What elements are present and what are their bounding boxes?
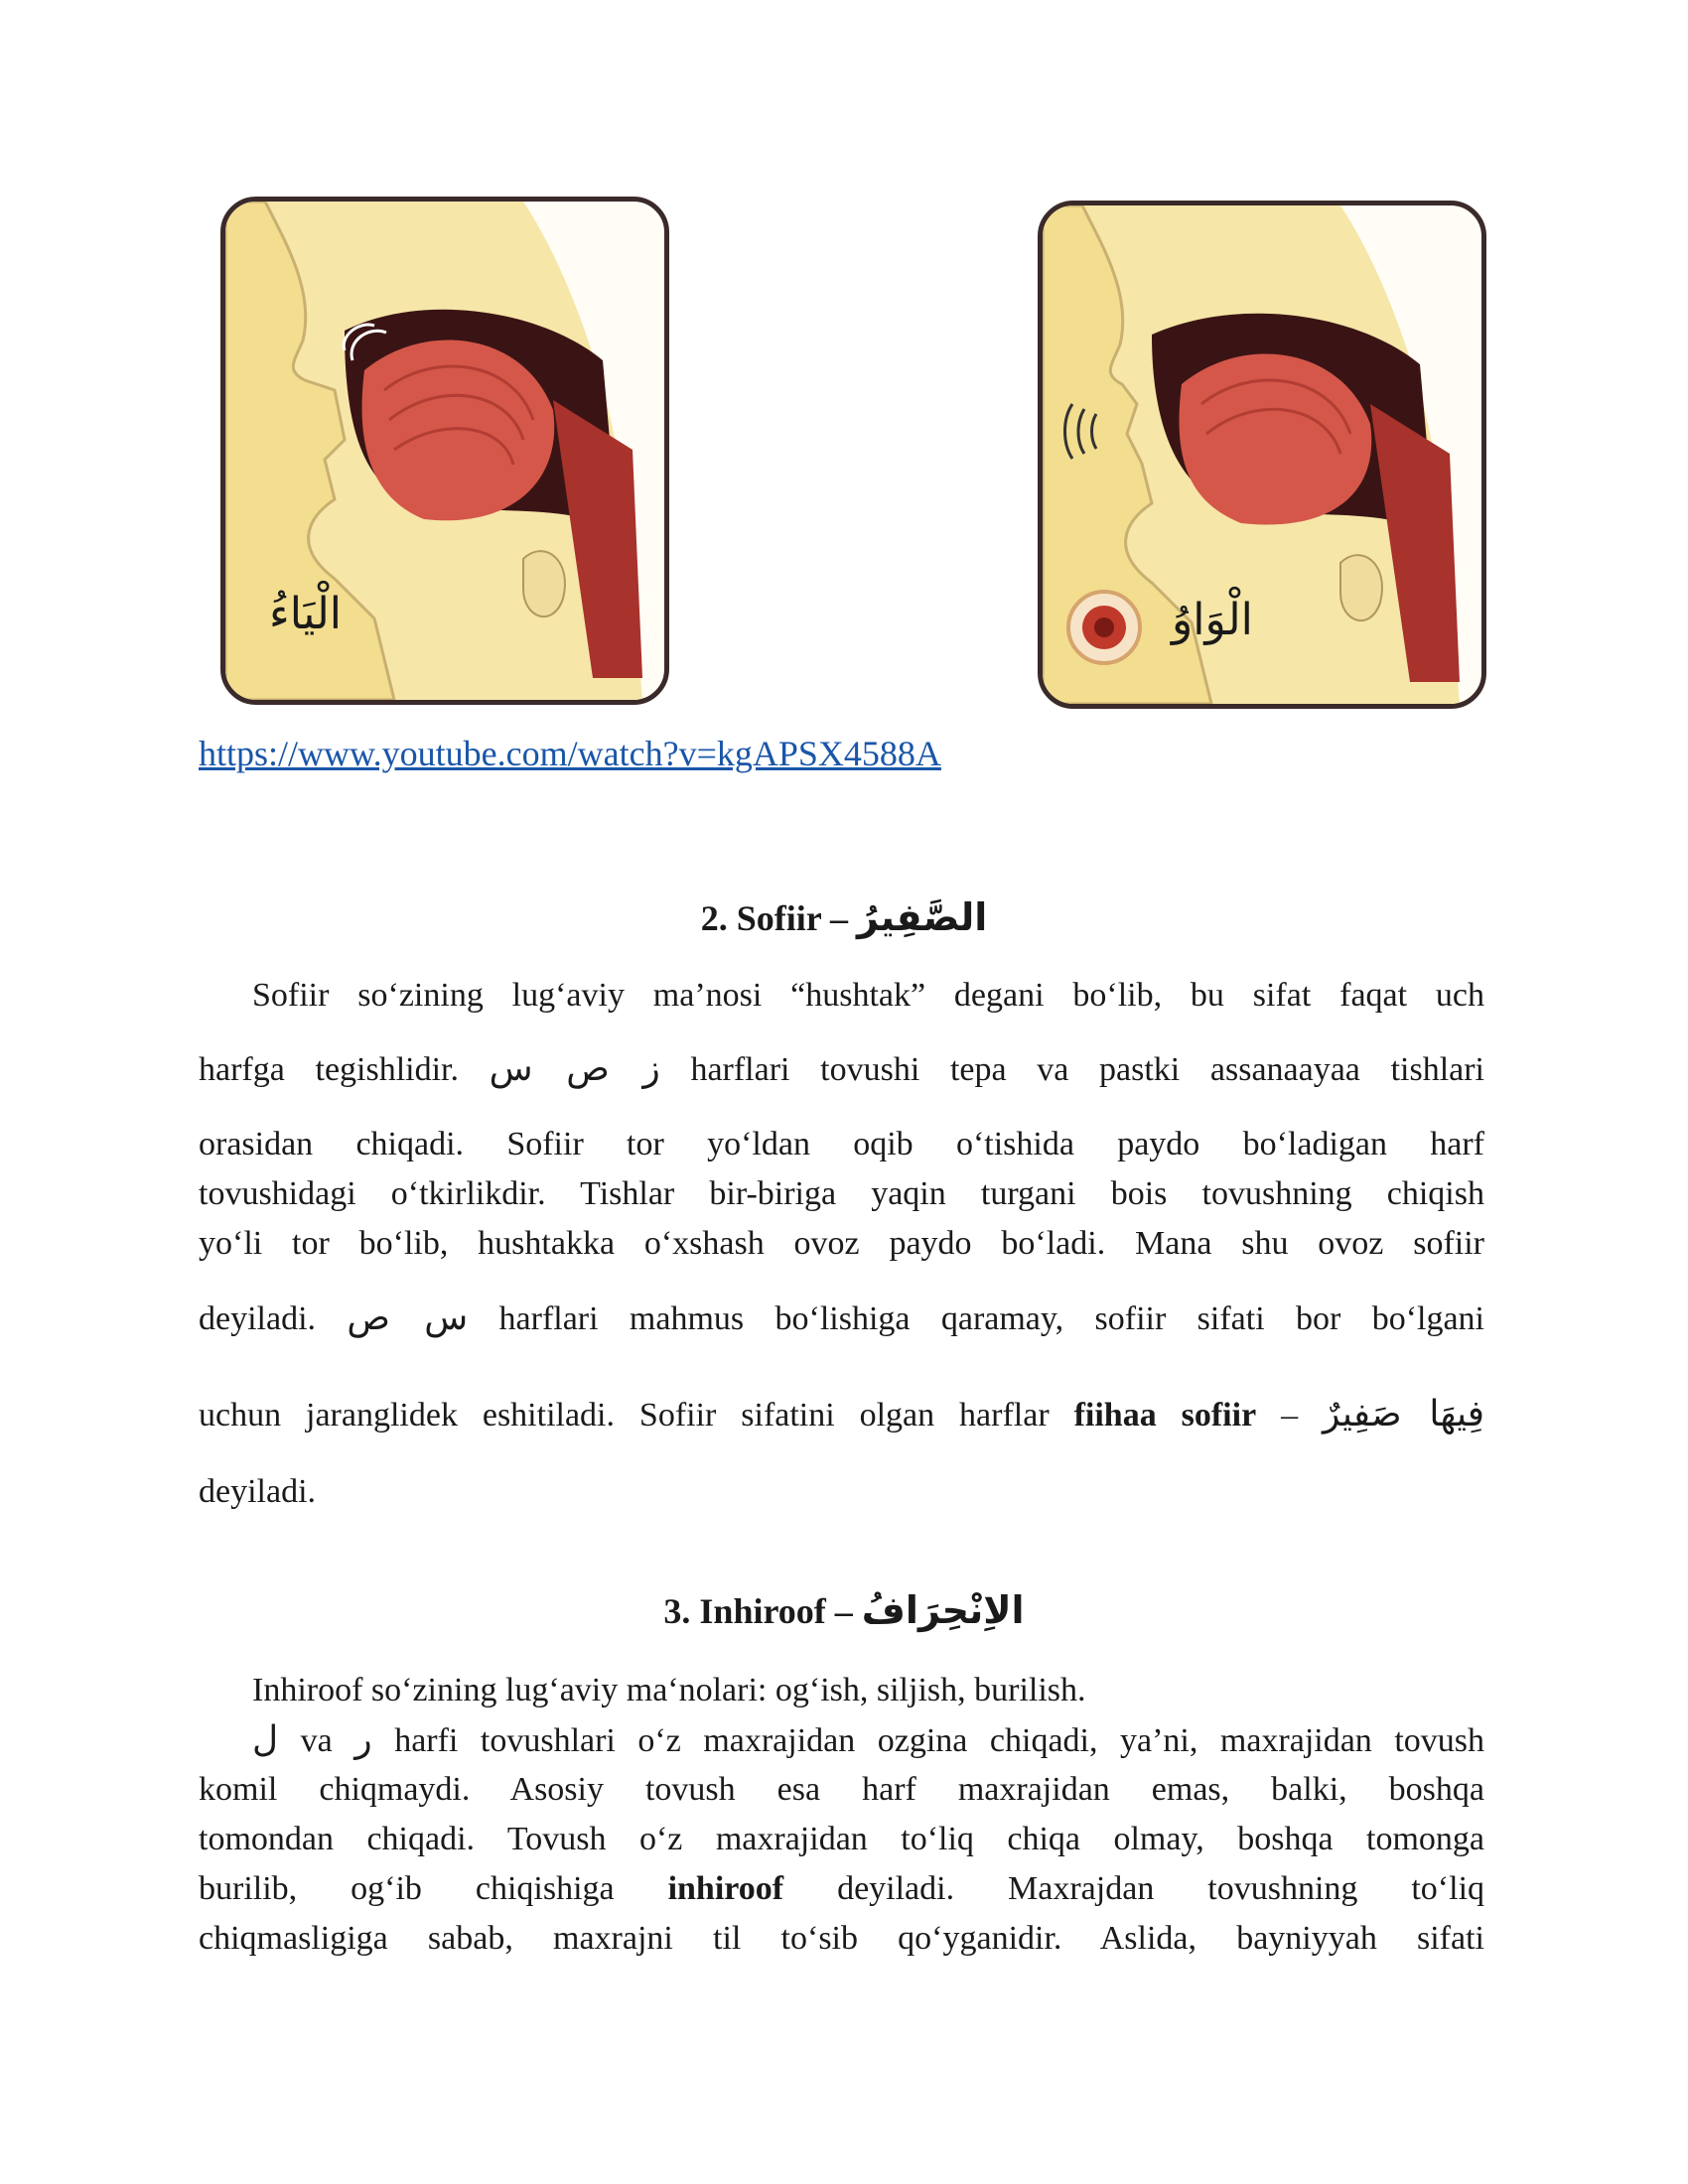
paragraph-line: orasidan chiqadi. Sofiir tor yo‘ldan oqib o‘tishida paydo bo‘ladigan harf xyxy=(199,1126,1484,1162)
paragraph-line: yo‘li tor bo‘lib, hushtakka o‘xshash ovoz paydo bo‘ladi. Mana shu ovoz sofiir xyxy=(199,1225,1484,1262)
paragraph-line xyxy=(252,1720,1484,1761)
paragraph-line: chiqmasligiga sabab, maxrajni til to‘sib qo‘yganidir. Aslida, bayniyyah sifati xyxy=(199,1920,1484,1957)
youtube-link[interactable]: https://www.youtube.com/watch?v=kgAPSX4588A xyxy=(199,734,941,773)
section-3-heading-text: 3. Inhiroof – xyxy=(663,1591,853,1631)
paragraph-line: deyiladi. xyxy=(199,1473,317,1510)
paragraph-text: harfi tovushlari o‘z maxrajidan ozgina chiqadi, ya’ni, maxrajidan tovush xyxy=(394,1722,1484,1759)
paragraph-line: Sofiir so‘zining lug‘aviy ma’nosi “hushtak” degani bo‘lib, bu sifat faqat uch xyxy=(252,977,1484,1014)
paragraph-bold-term: inhiroof xyxy=(667,1870,784,1907)
section-2-heading-arabic: الصَّفِيرُ xyxy=(857,895,988,939)
paragraph-text: harfga tegishlidir. xyxy=(199,1051,459,1088)
arabic-letter: ل xyxy=(252,1719,279,1760)
paragraph-text: harflari mahmus bo‘lishiga qaramay, sofiir sifati bor bo‘lgani xyxy=(498,1300,1484,1337)
paragraph-text: uchun jaranglidek eshitiladi. Sofiir sifatini olgan harflar xyxy=(199,1397,1050,1433)
paragraph-line xyxy=(199,1395,1484,1435)
section-2-heading-text: 2. Sofiir – xyxy=(700,898,849,938)
paragraph-bold-term: fiihaa sofiir xyxy=(1073,1397,1257,1433)
paragraph-text: – xyxy=(1281,1397,1299,1433)
figure-ya-caption: الْيَاءُ xyxy=(269,589,343,639)
figure-ya-illustration xyxy=(220,197,669,705)
paragraph-line: komil chiqmaydi. Asosiy tovush esa harf maxrajidan emas, balki, boshqa xyxy=(199,1771,1484,1808)
paragraph-text: deyiladi. Maxrajdan tovushning to‘liq xyxy=(837,1870,1485,1907)
section-3-heading-arabic: الاِنْحِرَافُ xyxy=(861,1588,1025,1632)
figure-waw-caption: الْوَاوُ xyxy=(1172,595,1253,645)
figure-waw-illustration xyxy=(1038,201,1486,709)
arabic-letter: ر xyxy=(354,1719,372,1760)
mouth-cross-section-waw-illustration xyxy=(1043,205,1481,704)
paragraph-text: harflari tovushi tepa va pastki assanaayaa tishlari xyxy=(690,1051,1484,1088)
paragraph-text: deyiladi. xyxy=(199,1300,317,1337)
section-2-heading xyxy=(0,895,1688,939)
arabic-term: فِيهَا صَفِيرٌ xyxy=(1323,1394,1485,1434)
paragraph-text: va xyxy=(300,1722,333,1759)
paragraph-text: burilib, og‘ib chiqishiga xyxy=(199,1870,615,1907)
paragraph-line: tomondan chiqadi. Tovush o‘z maxrajidan to‘liq chiqa olmay, boshqa tomonga xyxy=(199,1821,1484,1857)
paragraph-line: tovushidagi o‘tkirlikdir. Tishlar bir-biriga yaqin turgani bois tovushning chiqish xyxy=(199,1175,1484,1212)
paragraph-line xyxy=(199,1049,1484,1090)
paragraph-line xyxy=(199,1869,1484,1909)
paragraph-line: Inhiroof so‘zining lug‘aviy ma‘nolari: og‘ish, siljish, burilish. xyxy=(252,1672,1086,1708)
arabic-letters: ز ص س xyxy=(489,1048,660,1089)
paragraph-line xyxy=(199,1298,1484,1339)
arabic-letters: س ص xyxy=(347,1297,469,1338)
section-3-heading xyxy=(0,1588,1688,1632)
